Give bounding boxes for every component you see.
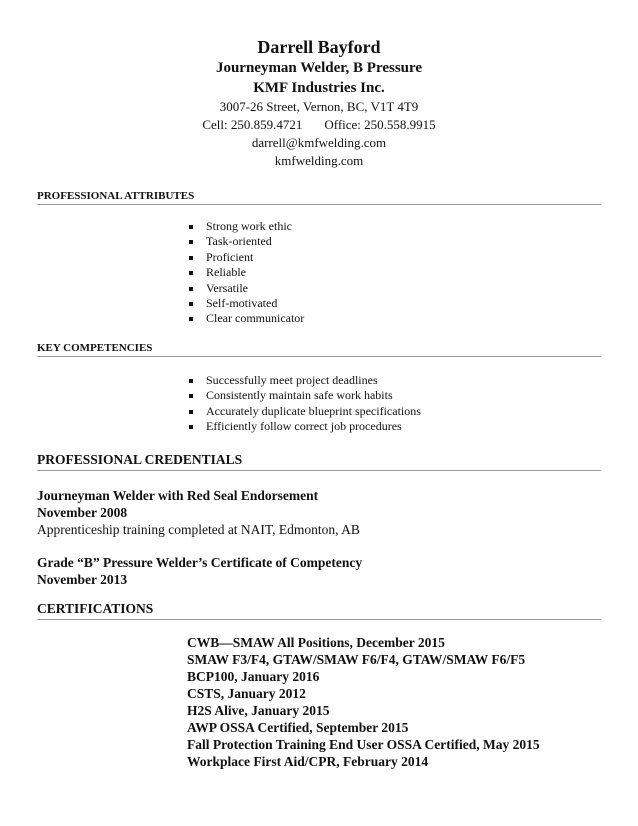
competencies-heading: KEY COMPETENCIES <box>37 342 601 357</box>
list-item: Task-oriented <box>186 234 304 249</box>
list-item: Consistently maintain safe work habits <box>186 388 421 403</box>
credential-entry <box>37 554 601 588</box>
attributes-heading: PROFESSIONAL ATTRIBUTES <box>37 190 601 205</box>
list-item: Self-motivated <box>186 296 304 311</box>
list-item: Successfully meet project deadlines <box>186 373 421 388</box>
email-address: darrell@kmfwelding.com <box>251 135 387 150</box>
company-name: KMF Industries Inc. <box>253 80 385 96</box>
credential-note: Apprenticeship training completed at NAIT, Edmonton, AB <box>37 522 360 537</box>
credentials-heading: PROFESSIONAL CREDENTIALS <box>37 452 601 471</box>
resume-header <box>0 36 638 170</box>
list-item: AWP OSSA Certified, September 2015 <box>187 720 409 735</box>
office-phone: Office: 250.558.9915 <box>324 117 436 132</box>
list-item: Efficiently follow correct job procedures <box>186 419 421 434</box>
list-item: Clear communicator <box>186 311 304 326</box>
list-item: Fall Protection Training End User OSSA Certified, May 2015 <box>187 737 540 752</box>
credential-title: Journeyman Welder with Red Seal Endorsement <box>37 488 319 503</box>
applicant-name: Darrell Bayford <box>257 37 381 57</box>
list-item: Accurately duplicate blueprint specifications <box>186 404 421 419</box>
job-title: Journeyman Welder, B Pressure <box>215 60 423 76</box>
list-item: H2S Alive, January 2015 <box>187 703 330 718</box>
list-item: Proficient <box>186 250 304 265</box>
list-item: Versatile <box>186 281 304 296</box>
cell-phone: Cell: 250.859.4721 <box>202 117 303 132</box>
list-item: Strong work ethic <box>186 219 304 234</box>
credential-title: Grade “B” Pressure Welder’s Certificate of Competency <box>37 555 363 570</box>
certifications-list <box>187 634 540 770</box>
list-item: Reliable <box>186 265 304 280</box>
credential-date: November 2013 <box>37 572 128 587</box>
competencies-list <box>186 373 421 435</box>
list-item: CWB—SMAW All Positions, December 2015 <box>187 635 445 650</box>
certifications-heading: CERTIFICATIONS <box>37 601 601 620</box>
attributes-list <box>186 219 304 327</box>
credential-entry <box>37 487 601 538</box>
phone-numbers <box>0 116 638 134</box>
credential-date: November 2008 <box>37 505 128 520</box>
list-item: SMAW F3/F4, GTAW/SMAW F6/F4, GTAW/SMAW F6/F5 <box>187 652 526 667</box>
list-item: CSTS, January 2012 <box>187 686 306 701</box>
list-item: BCP100, January 2016 <box>187 669 320 684</box>
address: 3007-26 Street, Vernon, BC, V1T 4T9 <box>219 99 419 114</box>
list-item: Workplace First Aid/CPR, February 2014 <box>187 754 429 769</box>
website: kmfwelding.com <box>274 153 364 168</box>
